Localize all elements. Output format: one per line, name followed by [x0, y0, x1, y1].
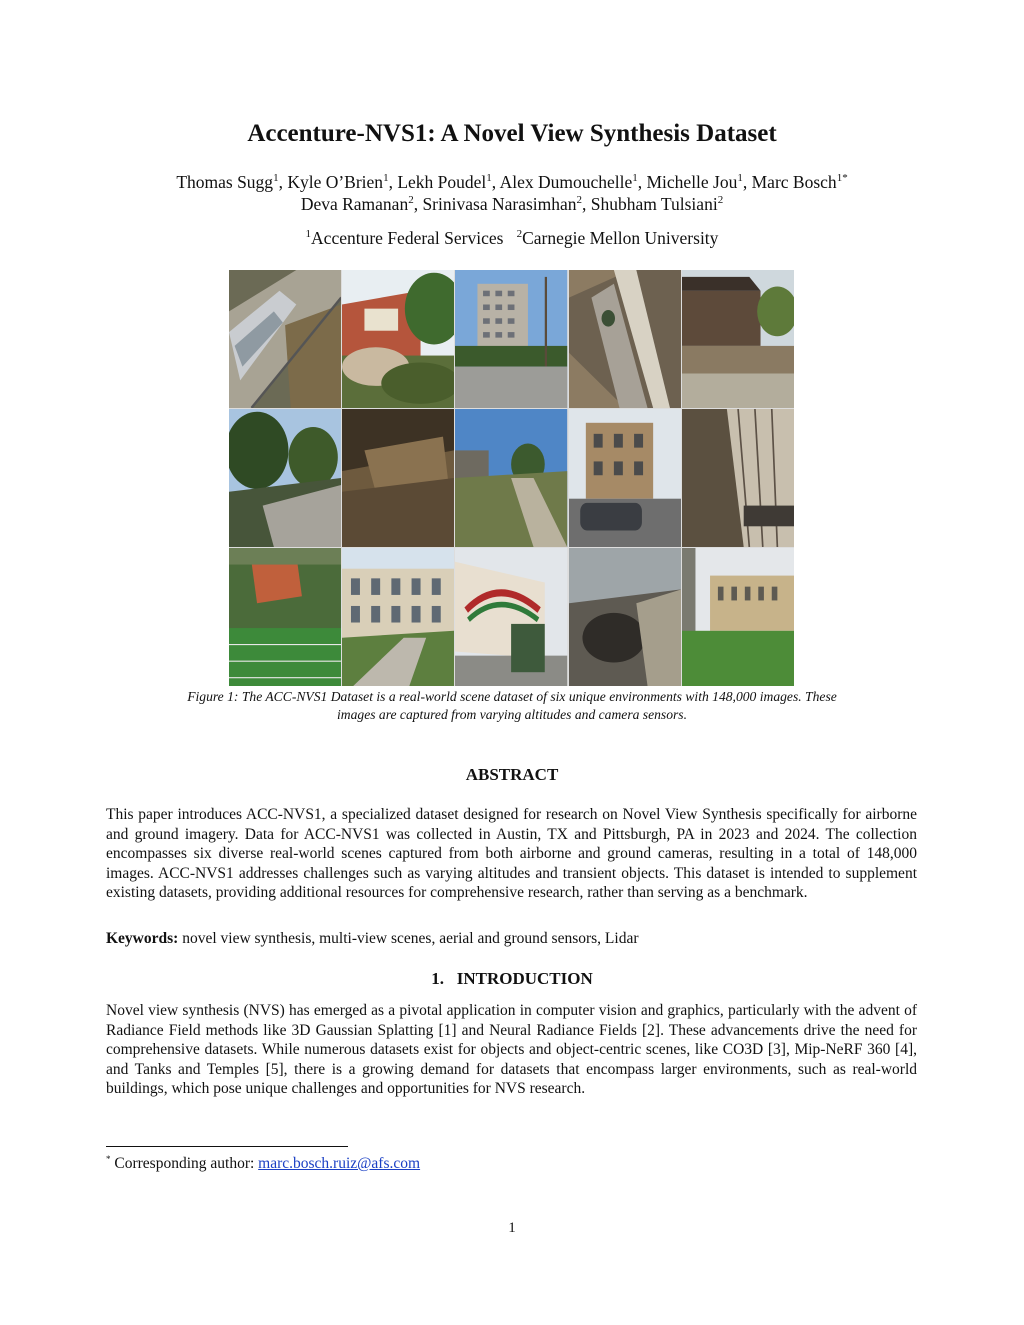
keywords: Keywords: novel view synthesis, multi-view scenes, aerial and ground sensors, Lidar: [106, 930, 639, 947]
author-line-1: [0, 171, 1024, 193]
footnote-rule: [106, 1146, 348, 1147]
author: Marc Bosch$^{1*}$: [751, 172, 848, 192]
photo-mural-dumpster: [455, 548, 567, 686]
photo-aerial-building: [229, 270, 341, 408]
abstract-text: This paper introduces ACC-NVS1, a specialized dataset designed for research on Novel View Synthesis specifically for airborne and ground imagery. Data for ACC-NVS1 was collected in Austin, TX and Pittsburgh, PA in 2023 and 2024. The collection encompasses six diverse real-world scenes captured from both airborne and ground cameras, resulting in a total of 148,000 images. ACC-NVS1 addresses challenges such as varying altitudes and transient objects. This dataset is intended to supplement existing datasets, providing additional resources for comprehensive research, rather than serving as a benchmark.: [106, 806, 917, 901]
author: Lekh Poudel$^1$,: [397, 172, 500, 192]
photo-deck-pavilion: [682, 270, 794, 408]
affiliations: [0, 228, 1024, 249]
author: Alex Dumouchelle$^1$,: [499, 172, 647, 192]
figure-caption: Figure 1: The ACC-NVS1 Dataset is a real-world scene dataset of six unique environments with 148,000 images. These images are captured from varying altitudes and camera sensors.: [187, 689, 837, 722]
author: Srinivasa Narasimhan$^2$,: [422, 194, 591, 214]
author: Kyle O’Brien$^1$,: [287, 172, 398, 192]
author-list: [0, 171, 1024, 215]
author: Shubham Tulsiani$^2$: [590, 194, 724, 214]
author-line-2: [0, 193, 1024, 215]
author: Deva Ramanan$^2$,: [300, 194, 423, 214]
photo-aerial-football-field: [229, 548, 341, 686]
abstract-heading: ABSTRACT: [465, 765, 559, 784]
photo-aerial-roofline: [569, 270, 681, 408]
author: Michelle Jou$^1$,: [646, 172, 752, 192]
figure-photo-grid: [229, 270, 794, 686]
affiliation: $^2$Carnegie Mellon University: [516, 228, 719, 248]
paper-title: Accenture-NVS1: A Novel View Synthesis Dataset: [247, 120, 777, 147]
photo-apartment-street: [455, 270, 567, 408]
introduction-text: Novel view synthesis (NVS) has emerged as a pivotal application in computer vision and graphics, particularly with the advent of Radiance Field methods like 3D Gaussian Splatting [1] and Neural Radiance Fields [2]. These advancements drive the need for comprehensive datasets. While numerous datasets exist for objects and object-centric scenes, like CO3D [3], Mip-NeRF 360 [4], and Tanks and Temples [5], there is a growing demand for datasets that encompass larger environments, such as real-world buildings, which pose unique challenges and opportunities for NVS research.: [106, 1002, 917, 1097]
corresponding-email-link[interactable]: marc.bosch.ruiz@afs.com: [258, 1155, 421, 1172]
photo-ground-dirt-slope: [342, 409, 454, 547]
photo-trees-lot: [229, 409, 341, 547]
photo-aerial-quarry: [569, 548, 681, 686]
footnote: * Corresponding author: marc.bosch.ruiz@afs.com: [106, 1154, 421, 1172]
photo-museum-lawn: [682, 548, 794, 686]
photo-brick-sign-garden: [342, 270, 454, 408]
affiliation: $^1$Accenture Federal Services: [305, 228, 504, 248]
author: Thomas Sugg$^1$,: [176, 172, 288, 192]
page-number: 1: [508, 1220, 516, 1236]
photo-grass-path: [455, 409, 567, 547]
photo-aerial-facade: [682, 409, 794, 547]
section-heading-introduction: 1. INTRODUCTION: [431, 969, 593, 988]
photo-campus-building-sidewalk: [342, 548, 454, 686]
photo-building-car: [569, 409, 681, 547]
